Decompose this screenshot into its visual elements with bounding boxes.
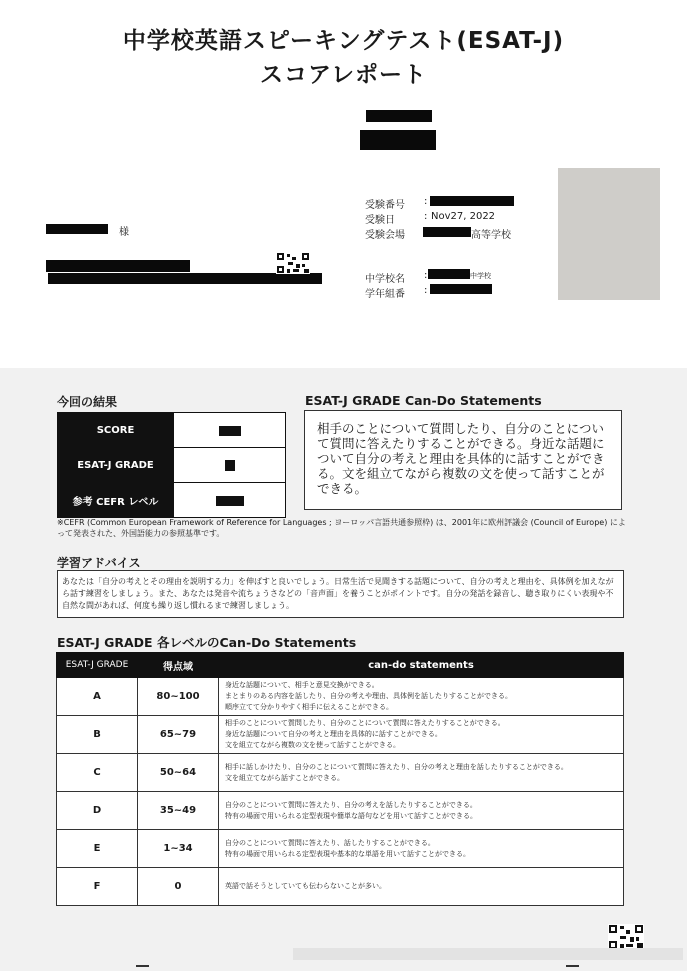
table-row xyxy=(57,716,624,754)
statement-line: 自分のことについて質問に答えたり、自分の考えを話したりすることができる。 xyxy=(225,800,477,809)
report-title-line1: 中学校英語スピーキングテスト(ESAT-J) xyxy=(122,28,565,54)
cando-statement-text: 相手のことについて質問したり、自分のことについて質問に答えたりすることができる。身近な話題について自分の考えと理由を具体的に話すことができる。文を組立てながら複数の文を使って話すことができる。 xyxy=(317,421,605,496)
statement-line: 順序立てて分かりやすく相手に伝えることができる。 xyxy=(225,703,393,711)
header-grade: ESAT-J GRADE xyxy=(57,653,138,678)
range-cell: 50~64 xyxy=(138,754,219,792)
redacted-school xyxy=(428,269,470,279)
range-cell: 0 xyxy=(138,868,219,906)
cefr-label: 参考 CEFR レベル xyxy=(58,483,174,518)
cut-mark xyxy=(566,965,579,967)
statement-line: 身近な話題について、相手と意見交換ができる。 xyxy=(225,681,379,689)
qr-code-icon xyxy=(608,924,644,950)
table-row xyxy=(57,792,624,830)
statement-line: 英語で話そうとしていても伝わらないことが多い。 xyxy=(225,882,386,890)
photo-placeholder xyxy=(558,168,660,300)
redacted-block xyxy=(360,130,436,150)
statement-cell xyxy=(219,716,624,754)
exam-date-label: 受験日 xyxy=(365,215,395,226)
statement-line: 相手に話しかけたり、自分のことについて質問に答えたり、自分の考えと理由を話したりすることができる。 xyxy=(225,762,568,771)
cando-heading: ESAT-J GRADE Can-Do Statements xyxy=(305,393,542,408)
grade-table xyxy=(56,652,624,906)
redacted-name xyxy=(46,224,108,234)
scan-artifact-bar xyxy=(293,948,683,960)
colon: : xyxy=(424,196,428,207)
grade-cell: F xyxy=(57,868,138,906)
range-cell: 1~34 xyxy=(138,830,219,868)
redacted-venue xyxy=(423,227,471,237)
advice-heading: 学習アドバイス xyxy=(57,556,141,570)
exam-venue-label: 受験会場 xyxy=(365,230,405,241)
statement-line: 身近な話題について自分の考えと理由を具体的に話すことができる。 xyxy=(225,730,442,738)
statement-line: 相手のことについて質問したり、自分のことについて質問に答えたりすることができる。 xyxy=(225,719,505,727)
grade-table-header-row xyxy=(57,653,624,678)
statement-line: 文を組立てながら複数の文を使って話すことができる。 xyxy=(225,741,400,749)
statement-line: まとまりのある内容を話したり、自分の考えや理由、具体例を話したりすることができる。 xyxy=(225,692,512,700)
report-title-line2: スコアレポート xyxy=(259,62,428,88)
cefr-value xyxy=(174,483,286,518)
score-value xyxy=(174,413,286,448)
colon: : xyxy=(424,270,428,281)
statement-cell xyxy=(219,792,624,830)
redacted-cefr xyxy=(216,496,244,506)
colon: : xyxy=(424,285,428,296)
header-statements: can-do statements xyxy=(219,653,624,678)
statement-cell xyxy=(219,678,624,716)
redacted-class xyxy=(430,284,492,294)
grade-cell: D xyxy=(57,792,138,830)
cefr-note: ※CEFR (Common European Framework of Reference for Languages ; ヨーロッパ言語共通参照枠) は、2001年に欧州評議会 (Council of Europe) によって発表された、外国語能力の参照基準です。 xyxy=(57,518,626,538)
statement-line: 自分のことについて質問に答えたり、話したりすることができる。 xyxy=(225,838,435,847)
exam-number-label: 受験番号 xyxy=(365,200,405,211)
grade-cell: B xyxy=(57,716,138,754)
recipient-suffix: 様 xyxy=(119,227,129,238)
advice-text: あなたは「自分の考えとその理由を説明する力」を伸ばすと良いでしょう。日常生活で見聞きする話題について、自分の考えと理由を、具体例を加えながら話す練習をしましょう。また、あなたは発音や流ちょうさなどの「音声面」を養うことがポイントです。自分の発話を録音し、聴き取りにくい表現や不自然な間があれば、何度も繰り返し慣れるまで練習しましょう。 xyxy=(62,577,614,610)
grade-value xyxy=(174,448,286,483)
statement-cell xyxy=(219,754,624,792)
exam-venue-value: 高等学校 xyxy=(471,230,511,241)
table-row xyxy=(57,678,624,716)
redacted-exam-number xyxy=(430,196,514,206)
grade-cell: A xyxy=(57,678,138,716)
statement-cell xyxy=(219,868,624,906)
results-table xyxy=(57,412,286,518)
grade-label: ESAT-J GRADE xyxy=(58,448,174,483)
redacted-score xyxy=(219,426,241,436)
statement-line: 特有の場面で用いられる定型表現や基本的な単語を用いて話すことができる。 xyxy=(225,849,470,858)
redacted-grade xyxy=(225,460,235,471)
class-label: 学年組番 xyxy=(365,289,405,300)
range-cell: 35~49 xyxy=(138,792,219,830)
school-name-label: 中学校名 xyxy=(365,274,405,285)
table-row xyxy=(57,754,624,792)
results-heading: 今回の結果 xyxy=(57,395,118,409)
range-cell: 65~79 xyxy=(138,716,219,754)
table-row xyxy=(57,868,624,906)
qr-code-icon xyxy=(276,252,310,274)
cut-mark xyxy=(136,965,149,967)
range-cell: 80~100 xyxy=(138,678,219,716)
score-label: SCORE xyxy=(58,413,174,448)
header-range: 得点域 xyxy=(138,653,219,678)
advice-box xyxy=(57,570,624,618)
grade-cell: C xyxy=(57,754,138,792)
grade-cell: E xyxy=(57,830,138,868)
statement-line: 文を組立てながら話すことができる。 xyxy=(225,773,344,782)
cando-statement-box xyxy=(304,410,622,510)
grade-table-heading: ESAT-J GRADE 各レベルのCan-Do Statements xyxy=(57,635,357,650)
school-name-value: 中学校 xyxy=(470,272,491,280)
statement-line: 特有の場面で用いられる定型表現や簡単な語句などを用いて話すことができる。 xyxy=(225,811,477,820)
exam-date-value: Nov27, 2022 xyxy=(431,211,496,222)
redacted-address xyxy=(46,260,190,272)
statement-cell xyxy=(219,830,624,868)
table-row xyxy=(57,830,624,868)
redacted-block xyxy=(366,110,432,122)
colon: : xyxy=(424,211,428,222)
redacted-address xyxy=(48,273,322,284)
